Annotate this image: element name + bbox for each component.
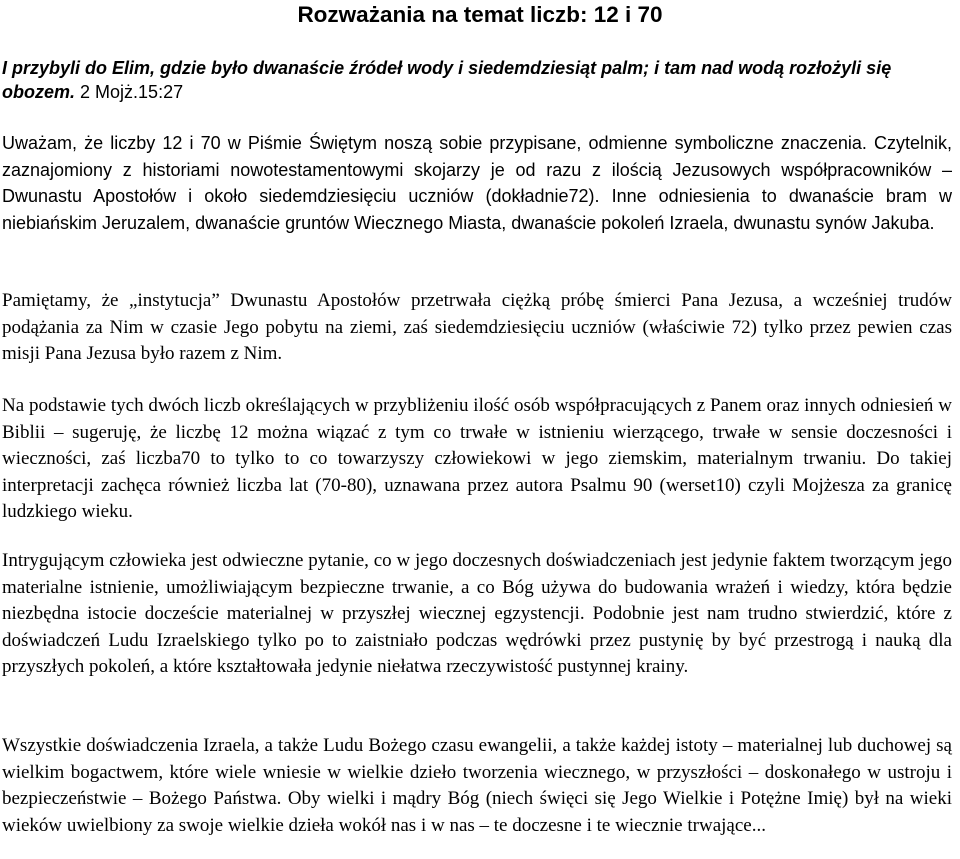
motto	[2, 56, 952, 104]
page-title: Rozważania na temat liczb: 12 i 70	[297, 2, 663, 27]
paragraph-3: Na podstawie tych dwóch liczb określających w przybliżeniu ilość osób współpracujących z Panem oraz innych odniesień w Biblii – sugeruję, że liczbę 12 można wiązać z tym co trwałe w istnieniu wierzącego, trwałe w sensie doczesności i wieczności, zaś liczba70 to tylko to co towarzyszy człowiekowi w jego ziemskim, materialnym trwaniu. Do takiej interpretacji zachęca również liczba lat (70-80), uznawana przez autora Psalmu 90 (werset10) czyli Mojżesza za granicę ludzkiego wieku.	[2, 395, 952, 522]
paragraph-2: Pamiętamy, że „instytucja” Dwunastu Apostołów przetrwała ciężką próbę śmierci Pana Jezusa, a wcześniej trudów podążania za Nim w czasie Jego pobytu na ziemi, zaś siedemdziesięciu uczniów (właściwie 72) tylko przez pewien czas misji Pana Jezusa było razem z Nim.	[2, 290, 952, 364]
paragraph-1: Uważam, że liczby 12 i 70 w Piśmie Świętym noszą sobie przypisane, odmienne symboliczne znaczenia. Czytelnik, zaznajomiony z historiami nowotestamentowymi skojarzy je od razu z ilością Jezusowych współpracowników – Dwunastu Apostołów i około siedemdziesięciu uczniów (dokładnie72). Inne odniesienia to dwanaście bram w niebiańskim Jeruzalem, dwanaście gruntów Wiecznego Miasta, dwanaście pokoleń Izraela, dwunastu synów Jakuba.	[2, 133, 952, 233]
motto-reference: 2 Mojż.15:27	[80, 82, 184, 102]
motto-quote: I przybyli do Elim, gdzie było dwanaście źródeł wody i siedemdziesiąt palm; i tam nad wodą rozłożyli się obozem.	[2, 58, 892, 102]
paragraph-4: Intrygującym człowieka jest odwieczne pytanie, co w jego doczesnych doświadczeniach jest jedynie faktem tworzącym jego materialne istnienie, umożliwiającym bezpieczne trwanie, a co Bóg używa do budowania wrażeń i wiedzy, która będzie niezbędna istocie doczeście materialnej w przyszłej wiecznej egzystencji. Podobnie jest nam trudno stwierdzić, które z doświadczeń Ludu Izraelskiego tylko po to zaistniało podczas wędrówki przez pustynię by być przestrogą i nauką dla przyszłych pokoleń, a które kształtowała jedynie niełatwa rzeczywistość pustynnej krainy.	[2, 550, 952, 677]
paragraph-5: Wszystkie doświadczenia Izraela, a także Ludu Bożego czasu ewangelii, a także każdej istoty – materialnej lub duchowej są wielkim bogactwem, które wiele wniesie w wielkie dzieło tworzenia wiecznego, w przyszłości – doskonałego w ustroju i bezpieczeństwie – Bożego Państwa. Oby wielki i mądry Bóg (niech święci się Jego Wielkie i Potężne Imię) był na wieki wieków uwielbiony za swoje wielkie dzieła wokół nas i w nas – te doczesne i te wiecznie trwające...	[2, 735, 952, 836]
